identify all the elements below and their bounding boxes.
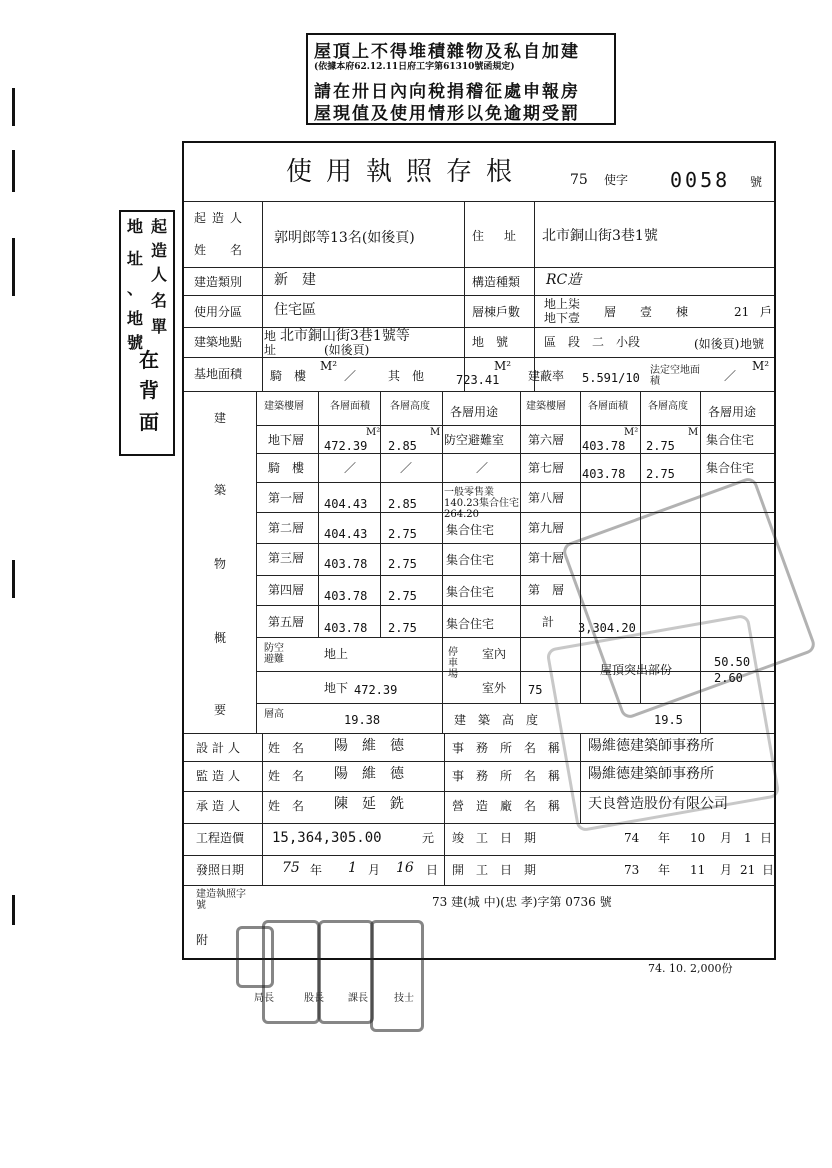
completion-date: 日 <box>760 831 773 845</box>
cost-unit: 元 <box>422 831 435 845</box>
shelter-label: 防空避難 <box>264 643 284 665</box>
floor-area: 403.78 <box>324 557 368 571</box>
rooftop-label: 屋頂突出部份 <box>600 663 673 677</box>
floor-name: 地下層 <box>268 433 305 447</box>
floor-area: 472.39 <box>324 439 368 453</box>
completion-label: 竣 工 日 期 <box>452 831 537 845</box>
cost-label: 工程造價 <box>196 831 245 845</box>
building-height-value: 19.5 <box>654 713 683 727</box>
arcade-area: ／ <box>344 369 357 383</box>
attachment-label: 附 <box>196 933 209 947</box>
floors-below: 地下壹 <box>544 311 581 325</box>
issue-label: 發照日期 <box>196 863 245 877</box>
floor-name: 第二層 <box>268 521 305 535</box>
floor-height: 2.75 <box>646 467 675 481</box>
floor-use: 集合住宅 <box>446 617 495 631</box>
floor-height: 2.85 <box>388 497 417 511</box>
start-label: 開 工 日 期 <box>452 863 537 877</box>
floor-use: 集合住宅 <box>446 585 495 599</box>
row-divider <box>184 885 774 886</box>
sign-label: 股長 <box>304 993 324 1004</box>
start-date: 日 <box>762 863 775 877</box>
floor-area: 403.78 <box>324 589 368 603</box>
scan-edge-mark <box>12 88 15 126</box>
side-note-char: 地 <box>127 309 144 328</box>
floors-label: 層棟戶數 <box>472 305 521 319</box>
form-prefix: 使字 <box>604 173 629 187</box>
print-code: 74. 10. 2,000份 <box>648 962 733 975</box>
signature-seal <box>236 926 274 988</box>
site-prefix: 址 <box>264 343 277 357</box>
floor-name: 計 <box>542 615 555 629</box>
unit-label: M² <box>494 359 512 373</box>
issue-date: 75 <box>282 860 300 876</box>
lot-label: 地 號 <box>472 335 509 349</box>
outdoor-label: 室外 <box>482 681 507 695</box>
floor-name: 第六層 <box>528 433 565 447</box>
side-note-char: 、 <box>127 279 144 298</box>
applicant-name: 郭明郎等13名(如後頁) <box>274 230 415 246</box>
applicant-label: 姓 名 <box>194 243 249 257</box>
start-date: 21 <box>740 863 756 877</box>
office-label: 事 務 所 名 稱 <box>452 741 561 755</box>
row-divider <box>184 201 774 202</box>
floor-height: 2.75 <box>388 527 417 541</box>
scan-edge-mark <box>12 560 15 598</box>
start-date: 73 <box>624 863 640 877</box>
col-divider <box>534 201 535 391</box>
office-label: 事 務 所 名 稱 <box>452 769 561 783</box>
col-header-use: 各層用途 <box>450 405 499 419</box>
supervisor-name-label: 姓 名 <box>268 769 305 783</box>
floor-area: 404.43 <box>324 497 368 511</box>
floor-name: 第九層 <box>528 521 565 535</box>
completion-date: 10 <box>690 831 706 845</box>
completion-date: 月 <box>720 831 733 845</box>
other-area: 723.41 <box>456 373 500 387</box>
start-date: 年 <box>658 863 671 877</box>
coverage-value: 5.591/10 <box>582 371 640 385</box>
rooftop-value: 50.50 <box>714 655 751 669</box>
outdoor-value: 75 <box>528 683 543 697</box>
col-header-height: 各層高度 <box>390 401 430 412</box>
floor-use: 集合住宅 <box>446 523 495 537</box>
floor-area: 403.78 <box>582 439 626 453</box>
floor-height: 2.85 <box>388 439 417 453</box>
floor-area: 3,304.20 <box>578 621 636 635</box>
col-divider <box>262 733 263 885</box>
parking-label: 停車場 <box>448 647 458 680</box>
coverage-label: 建蔽率 <box>528 369 565 383</box>
lot-suffix: 地號 <box>740 337 765 351</box>
official-seal <box>545 614 780 833</box>
col-header-use: 各層用途 <box>708 405 757 419</box>
floor-name: 第七層 <box>528 461 565 475</box>
row-divider <box>256 425 774 426</box>
floor-use: ／ <box>476 461 489 475</box>
form-suffix: 號 <box>750 175 763 189</box>
floor-height: 2.75 <box>646 439 675 453</box>
floor-area: 404.43 <box>324 527 368 541</box>
contractor-firm-label: 營 造 廠 名 稱 <box>452 799 561 813</box>
col-divider <box>256 391 257 733</box>
unit-label: M² <box>320 359 338 373</box>
floor-area: ／ <box>344 461 357 475</box>
contractor-name-label: 姓 名 <box>268 799 305 813</box>
floor-name: 第八層 <box>528 491 565 505</box>
arcade-label: 騎 樓 <box>270 369 307 383</box>
lot-value: 區 段 二 小段 <box>544 335 641 349</box>
floor-use: 集合住宅 <box>706 461 755 475</box>
notice-line: 屋現值及使用情形以免逾期受罰 <box>314 104 580 124</box>
designer-label: 設計人 <box>196 741 245 755</box>
side-note-char: 單 <box>151 317 168 336</box>
applicant-label: 起造人 <box>194 211 249 225</box>
floor-area: 403.78 <box>324 621 368 635</box>
shelter-below-value: 472.39 <box>354 683 398 697</box>
use-zone-value: 住宅區 <box>274 302 316 318</box>
issue-date: 1 <box>348 860 357 876</box>
indoor-label: 室內 <box>482 647 507 661</box>
site-label: 建築地點 <box>194 335 243 349</box>
form-year: 75 <box>570 172 588 188</box>
section-label: 建 <box>214 411 227 425</box>
unit-label: M² <box>624 427 639 438</box>
floor-name: 第四層 <box>268 583 305 597</box>
sign-label: 技士 <box>394 993 414 1004</box>
contractor-label: 承造人 <box>196 799 245 813</box>
scan-edge-mark <box>12 895 15 925</box>
designer-office: 陽維德建築師事務所 <box>588 738 714 754</box>
floors-above: 地上柒 <box>544 297 581 311</box>
row-divider <box>184 823 774 824</box>
issue-date: 月 <box>368 863 381 877</box>
start-date: 11 <box>690 863 706 877</box>
side-note-char: 造 <box>151 241 168 260</box>
floor-name: 第十層 <box>528 551 565 565</box>
floor-height-value: 19.38 <box>344 713 381 727</box>
side-note-char: 背 <box>139 378 159 402</box>
floor-use: 集合住宅 <box>446 553 495 567</box>
floor-height: 2.75 <box>388 557 417 571</box>
shelter-below-label: 地下 <box>324 681 349 695</box>
row-divider <box>256 453 774 454</box>
side-note-char: 在 <box>139 348 159 372</box>
households-value: 21 <box>734 305 750 319</box>
legal-space-value: ／ <box>724 369 737 383</box>
form-number: 0058 <box>670 168 731 192</box>
signature-seal <box>370 920 424 1032</box>
start-date: 月 <box>720 863 733 877</box>
rooftop-value: 2.60 <box>714 671 743 685</box>
side-note-char: 址 <box>127 249 144 268</box>
col-divider <box>520 391 521 703</box>
floor-name: 騎 樓 <box>268 461 305 475</box>
supervisor-office: 陽維德建築師事務所 <box>588 766 714 782</box>
floor-name: 第三層 <box>268 551 305 565</box>
floor-name: 第一層 <box>268 491 305 505</box>
use-zone-label: 使用分區 <box>194 305 243 319</box>
notice-line: 請在卅日內向稅捐稽征處申報房 <box>314 82 580 102</box>
site-note: (如後頁) <box>324 343 370 357</box>
notice-line: 屋頂上不得堆積雜物及私自加建 <box>314 42 580 62</box>
section-label: 概 <box>214 631 227 645</box>
notice-line: (依據本府62.12.11日府工字第61310號函規定) <box>314 62 515 72</box>
col-divider <box>444 733 445 885</box>
issue-date: 16 <box>396 860 414 876</box>
col-divider <box>262 201 263 391</box>
floors-unit: 層 <box>604 305 617 319</box>
issue-date: 日 <box>426 863 439 877</box>
floor-use: 集合住宅 <box>706 433 755 447</box>
buildings-unit: 棟 <box>676 305 689 319</box>
site-address: 北市銅山街3巷1號等 <box>280 328 410 344</box>
contractor-firm: 天良營造股份有限公司 <box>588 796 728 812</box>
row-divider <box>184 391 774 392</box>
section-label: 築 <box>214 483 227 497</box>
construction-type-value: 新 建 <box>274 272 316 288</box>
col-header-floor: 建築樓層 <box>526 401 566 412</box>
designer-name-label: 姓 名 <box>268 741 305 755</box>
buildings-value: 壹 <box>640 305 653 319</box>
side-note-char: 地 <box>127 217 144 236</box>
address-value: 北市銅山街3巷1號 <box>542 228 658 244</box>
issue-date: 年 <box>310 863 323 877</box>
signature-seal <box>318 920 374 1024</box>
completion-date: 1 <box>744 831 752 845</box>
row-divider <box>184 327 774 328</box>
section-label: 要 <box>214 703 227 717</box>
unit-label: M <box>430 427 441 438</box>
cost-value: 15,364,305.00 <box>272 830 382 846</box>
scan-edge-mark <box>12 238 15 296</box>
legal-space-label: 法定空地面積 <box>650 365 700 387</box>
site-area-label: 基地面積 <box>194 367 243 381</box>
structure-value: RC造 <box>546 272 582 288</box>
completion-date: 74 <box>624 831 640 845</box>
form-title: 使用執照存根 <box>286 157 527 187</box>
unit-label: M² <box>366 427 381 438</box>
address-label: 住 址 <box>472 229 521 243</box>
floor-height-label: 層高 <box>264 709 284 720</box>
floor-height: 2.75 <box>388 621 417 635</box>
designer-name: 陽 維 德 <box>334 738 404 754</box>
floor-use: 一般零售業140.23集合住宅264.20 <box>444 487 519 520</box>
building-height-label: 建 築 高 度 <box>454 713 539 727</box>
structure-label: 構造種類 <box>472 275 521 289</box>
side-note-box <box>119 210 175 456</box>
completion-date: 年 <box>658 831 671 845</box>
side-note-char: 人 <box>151 265 168 284</box>
unit-label: M <box>688 427 699 438</box>
row-divider <box>256 482 774 483</box>
col-divider <box>318 391 319 637</box>
floor-height: 2.75 <box>388 589 417 603</box>
section-label: 物 <box>214 557 227 571</box>
other-label: 其 他 <box>388 369 425 383</box>
sign-label: 局長 <box>254 993 274 1004</box>
floor-height: ／ <box>400 461 413 475</box>
contractor-name: 陳 延 銑 <box>334 796 404 812</box>
col-divider <box>442 391 443 733</box>
site-prefix: 地 <box>264 329 277 343</box>
row-divider <box>184 357 774 358</box>
floor-name: 第 層 <box>528 583 565 597</box>
floor-use: 防空避難室 <box>444 433 505 447</box>
supervisor-name: 陽 維 德 <box>334 766 404 782</box>
col-header-area: 各層面積 <box>588 401 628 412</box>
permit-text: 73 建(城 中)(忠 孝)字第 0736 號 <box>432 895 612 909</box>
side-note-char: 起 <box>151 217 168 236</box>
permit-label: 建造執照字號 <box>196 889 246 911</box>
shelter-above-label: 地上 <box>324 647 349 661</box>
scan-edge-mark <box>12 150 15 192</box>
households-unit: 戶 <box>760 305 773 319</box>
col-header-floor: 建築樓層 <box>264 401 304 412</box>
side-note-char: 名 <box>151 291 168 310</box>
construction-type-label: 建造類別 <box>194 275 243 289</box>
col-header-height: 各層高度 <box>648 401 688 412</box>
floor-name: 第五層 <box>268 615 305 629</box>
notice-stamp <box>306 33 616 125</box>
row-divider <box>184 295 774 296</box>
side-note-char: 號 <box>127 333 144 352</box>
side-note-char: 面 <box>139 410 159 434</box>
row-divider <box>184 855 774 856</box>
floor-area: 403.78 <box>582 467 626 481</box>
unit-label: M² <box>752 359 770 373</box>
col-divider <box>464 201 465 391</box>
sign-label: 課長 <box>348 993 368 1004</box>
col-header-area: 各層面積 <box>330 401 370 412</box>
row-divider <box>184 267 774 268</box>
lot-note: (如後頁) <box>694 337 740 351</box>
supervisor-label: 監造人 <box>196 769 245 783</box>
